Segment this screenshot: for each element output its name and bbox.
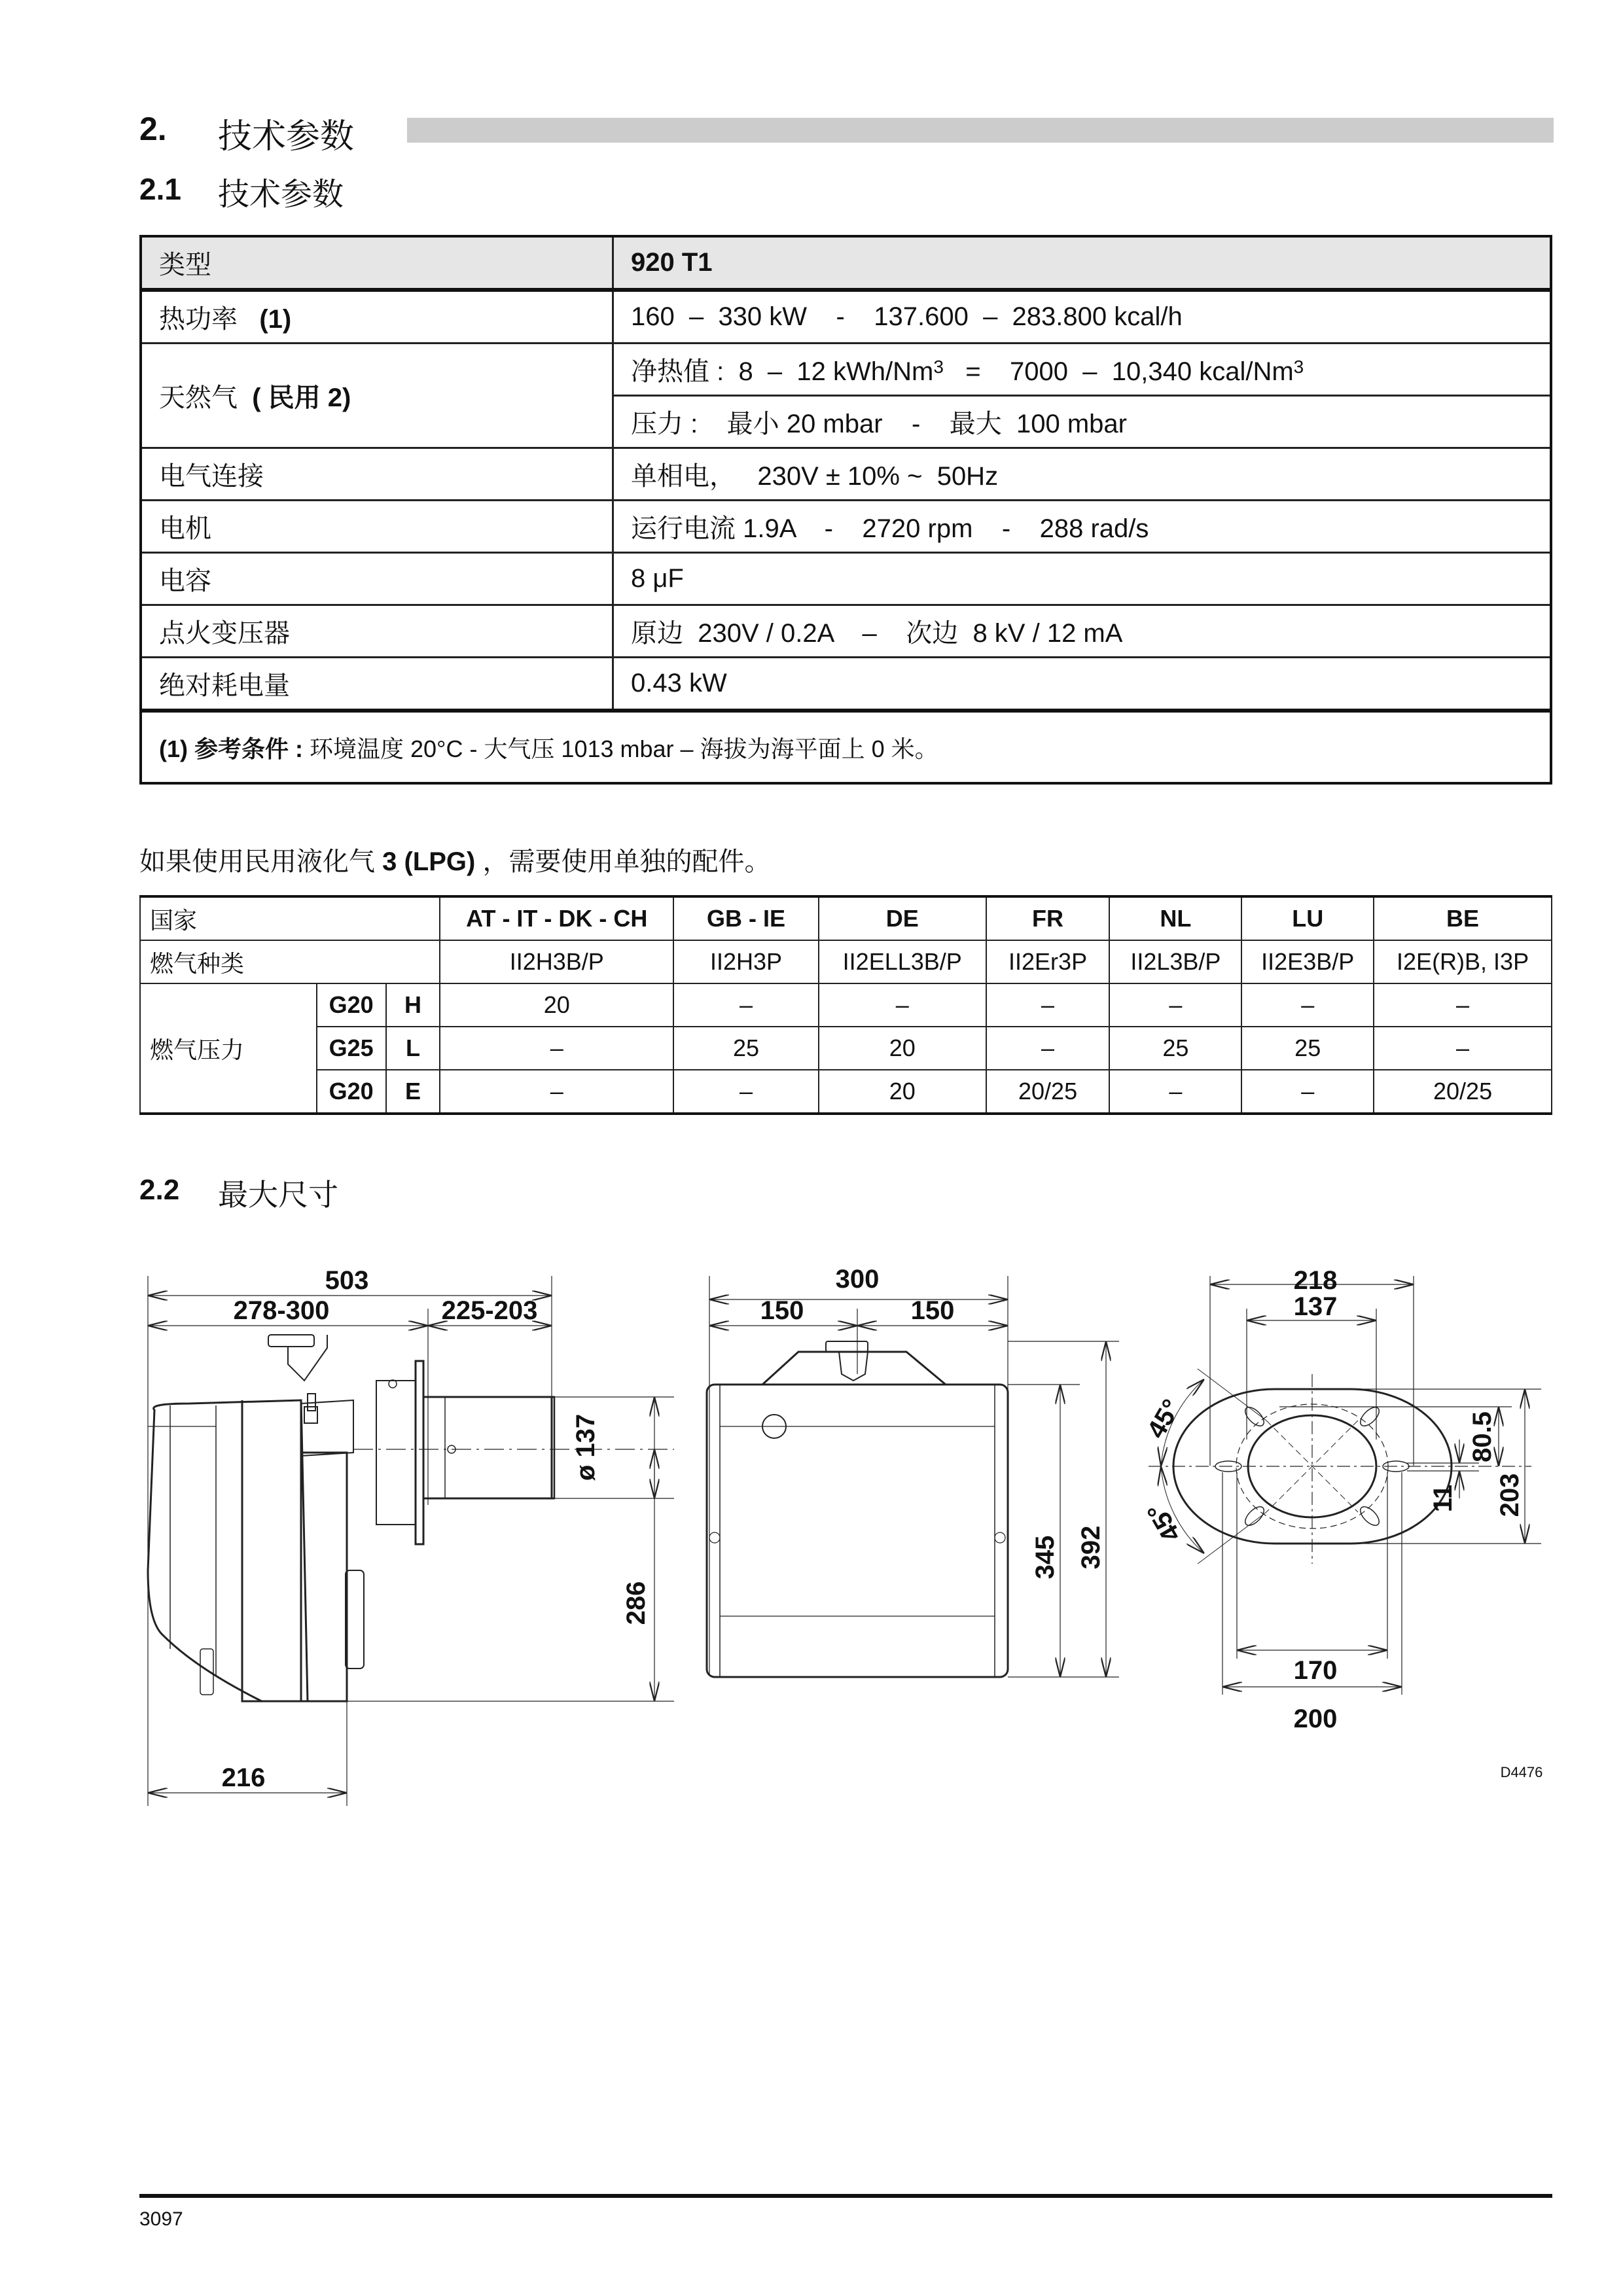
dim-base-length: 216	[221, 1763, 266, 1792]
gas-type-label: 燃气种类	[140, 940, 440, 983]
gas-type-cell: II2Er3P	[986, 940, 1110, 983]
dim-axis-height: 286	[622, 1581, 651, 1625]
gas-type-cell: I2E(R)B, I3P	[1374, 940, 1552, 983]
dim-tube-diameter: ø 137	[571, 1413, 600, 1481]
footnote-ref: (1) 参考条件 :	[159, 735, 303, 762]
net-heat-kcal: = 7000 – 10,340 kcal/Nm	[943, 357, 1294, 386]
dim-body-length: 278-300	[233, 1296, 330, 1325]
pressure-cell: –	[1374, 983, 1552, 1027]
side-view	[148, 1276, 674, 1806]
section-number: 2.	[139, 111, 167, 147]
dim-bolt-circle: 170	[1293, 1656, 1338, 1685]
front-view	[707, 1276, 1119, 1677]
dim-offset-small: 11	[1429, 1484, 1457, 1513]
gas-type-cell: II2H3B/P	[440, 940, 673, 983]
spec-label-text: 天然气	[159, 383, 238, 412]
country-cell: NL	[1109, 896, 1241, 940]
pressure-cell: –	[440, 1027, 673, 1070]
gas-type-cell: II2E3B/P	[1241, 940, 1374, 983]
country-label: 国家	[140, 896, 440, 940]
spec-value: 运行电流 1.9A - 2720 rpm - 288 rad/s	[613, 501, 1552, 553]
net-heat-value: 净热值 : 8 – 12 kWh/Nm	[631, 357, 934, 386]
spec-label: 电机	[141, 501, 613, 553]
dim-flange-tube: 137	[1293, 1292, 1338, 1321]
spec-value: 0.43 kW	[613, 658, 1552, 711]
subsection-title: 最大尺寸	[218, 1178, 338, 1212]
type-value: 920 T1	[613, 236, 1552, 290]
gas-type-cell: II2ELL3B/P	[819, 940, 986, 983]
dim-front-half-right: 150	[910, 1296, 955, 1325]
gas-type-cell: II2L3B/P	[1109, 940, 1241, 983]
superscript: 3	[933, 356, 944, 377]
section-title: 技术参数	[218, 118, 355, 156]
dim-flange-width: 200	[1293, 1704, 1338, 1733]
type-label: 类型	[141, 236, 613, 290]
subsection-number: 2.1	[139, 172, 181, 206]
dim-flange-height: 203	[1495, 1473, 1524, 1517]
lpg-note-bold: 3 (LPG)	[382, 847, 476, 876]
subsection-title: 技术参数	[218, 177, 344, 212]
spec-label: 电容	[141, 553, 613, 605]
pressure-cell: 25	[1241, 1027, 1374, 1070]
pressure-cell: 20	[440, 983, 673, 1027]
pressure-cell: 20/25	[986, 1070, 1110, 1114]
pressure-cell: –	[440, 1070, 673, 1114]
flange-view	[1149, 1276, 1541, 1695]
pressure-cell: –	[1109, 1070, 1241, 1114]
pressure-cell: –	[1241, 1070, 1374, 1114]
lpg-note-suffix: ，需要使用单独的配件。	[475, 847, 771, 876]
gas-code: G25	[317, 1027, 386, 1070]
lpg-note-prefix: 如果使用民用液化气	[139, 847, 383, 876]
country-cell: BE	[1374, 896, 1552, 940]
page-code: 3097	[139, 2208, 183, 2230]
spec-label: 绝对耗电量	[141, 658, 613, 711]
dim-flange-outer: 218	[1293, 1266, 1338, 1295]
spec-note: (1)	[259, 305, 292, 334]
pressure-cell: –	[819, 983, 986, 1027]
drawing-code: D4476	[1500, 1764, 1543, 1780]
pressure-cell: –	[673, 983, 819, 1027]
spec-value: 8 μF	[613, 553, 1552, 605]
gas-family: E	[386, 1070, 440, 1114]
spec-label-text: 热功率	[159, 305, 238, 334]
spec-value: 单相电， 230V ± 10% ~ 50Hz	[613, 448, 1552, 501]
spec-label: 电气连接	[141, 448, 613, 501]
superscript: 3	[1293, 356, 1304, 377]
dim-total-length: 503	[325, 1266, 369, 1295]
dim-front-width: 300	[835, 1265, 880, 1294]
pressure-cell: 25	[673, 1027, 819, 1070]
dim-angle-bottom: 45°	[1141, 1498, 1186, 1547]
gas-family: L	[386, 1027, 440, 1070]
pressure-cell: –	[673, 1070, 819, 1114]
pressure-cell: –	[1241, 983, 1374, 1027]
spec-label: 点火变压器	[141, 605, 613, 658]
spec-value: 160 – 330 kW - 137.600 – 283.800 kcal/h	[613, 290, 1552, 344]
dim-total-height: 392	[1077, 1525, 1105, 1570]
country-cell: FR	[986, 896, 1110, 940]
country-cell: LU	[1241, 896, 1374, 940]
gas-code: G20	[317, 983, 386, 1027]
dim-offset-top: 80.5	[1468, 1411, 1497, 1462]
pressure-cell: –	[986, 1027, 1110, 1070]
country-cell: AT - IT - DK - CH	[440, 896, 673, 940]
footnote-text: 环境温度 20°C - 大气压 1013 mbar – 海拔为海平面上 0 米。	[303, 735, 938, 762]
gas-code: G20	[317, 1070, 386, 1114]
subsection-number: 2.2	[139, 1174, 180, 1206]
pressure-cell: –	[986, 983, 1110, 1027]
country-cell: DE	[819, 896, 986, 940]
gas-pressure-label: 燃气压力	[140, 983, 317, 1114]
pressure-cell: –	[1374, 1027, 1552, 1070]
pressure-cell: –	[1109, 983, 1241, 1027]
dim-body-height: 345	[1031, 1535, 1060, 1580]
spec-note: ( 民用 2)	[252, 383, 351, 412]
gas-family: H	[386, 983, 440, 1027]
pressure-cell: 20	[819, 1070, 986, 1114]
pressure-cell: 25	[1109, 1027, 1241, 1070]
dim-tube-length: 225-203	[441, 1296, 538, 1325]
country-cell: GB - IE	[673, 896, 819, 940]
spec-value: 原边 230V / 0.2A – 次边 8 kV / 12 mA	[613, 605, 1552, 658]
spec-value: 压力 : 最小 20 mbar - 最大 100 mbar	[613, 396, 1552, 448]
dim-angle-top: 45°	[1141, 1394, 1186, 1443]
dim-front-half-left: 150	[760, 1296, 804, 1325]
pressure-cell: 20	[819, 1027, 986, 1070]
footer-rule	[139, 2194, 1552, 2198]
pressure-cell: 20/25	[1374, 1070, 1552, 1114]
gas-type-cell: II2H3P	[673, 940, 819, 983]
